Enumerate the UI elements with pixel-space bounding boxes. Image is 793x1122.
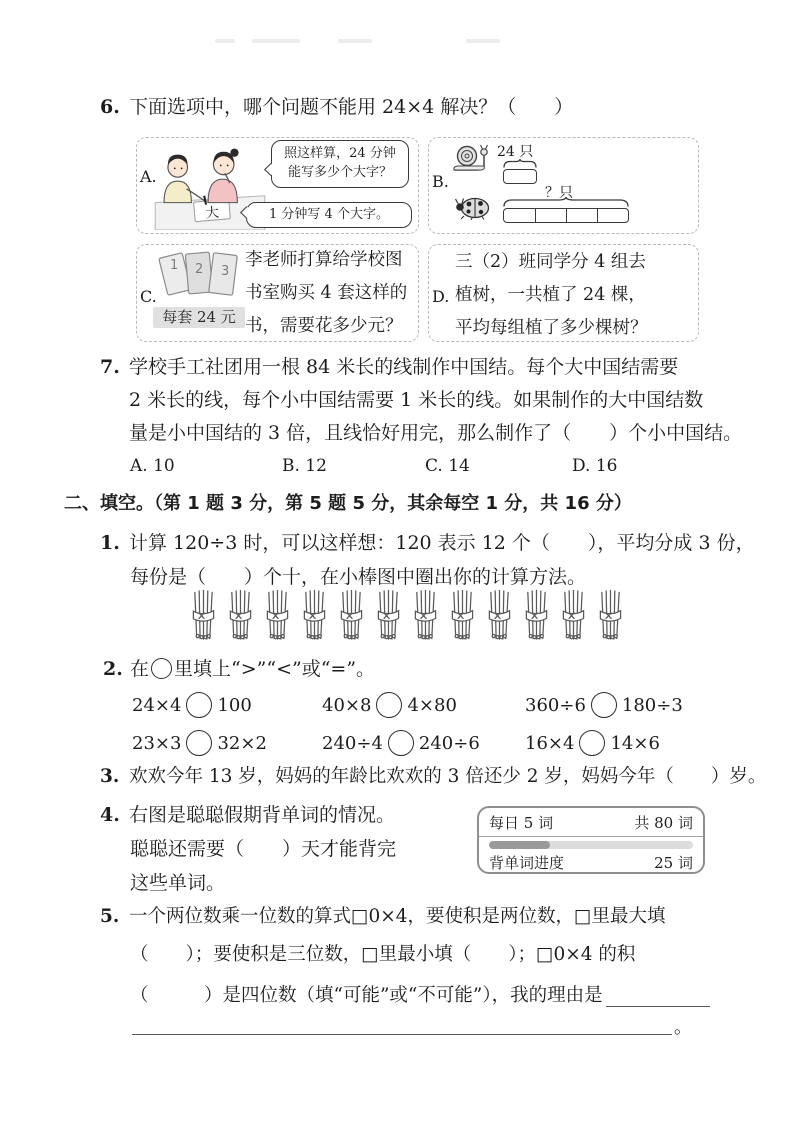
stick-bundle [412, 588, 438, 642]
question-text: 欢欢今年 13 岁，妈妈的年龄比欢欢的 3 倍还少 2 岁，妈妈今年（ ）岁。 [129, 766, 767, 787]
option-label-d: D. [432, 287, 450, 306]
question-2: 2. 在 里填上“>”“<”或“=”。 [103, 658, 376, 680]
stick-bundle [375, 588, 401, 642]
snail-icon [451, 143, 491, 173]
option-box-d [428, 244, 699, 342]
scan-artifact [466, 39, 500, 43]
option-text-line: 书室购买 4 套这样的 [245, 283, 408, 303]
answer-circle [579, 730, 605, 756]
calligraphy-char: 大 [204, 204, 220, 222]
answer-circle [186, 730, 212, 756]
question-line: 计算 120÷3 时，可以这样想：120 表示 12 个（ ），平均分成 3 份， [129, 532, 755, 554]
question-number: 7. [100, 356, 120, 378]
option-label-b: B. [432, 172, 449, 191]
sticks-diagram [190, 588, 623, 642]
progress-fill [489, 841, 550, 849]
price-tag: 每套 24 元 [153, 307, 245, 328]
question-number: 5. [100, 906, 120, 927]
choice-b: B. 12 [282, 456, 327, 476]
comparison-row [0, 727, 793, 761]
answer-circle [388, 730, 414, 756]
question-5 [100, 905, 666, 929]
stick-bundle [449, 588, 475, 642]
comparison-item: 40×8 4×80 [322, 689, 457, 721]
question-4 [100, 803, 395, 828]
question-number: 1. [100, 532, 120, 554]
card-divider [479, 836, 703, 837]
stick-bundle [227, 588, 253, 642]
answer-underline [606, 984, 710, 1007]
comparison-item: 240÷4 240÷6 [322, 727, 480, 759]
comparison-item: 16×4 14×6 [525, 727, 660, 759]
tape-tick [535, 209, 536, 222]
speech-bubble-rate: 1 分钟写 4 个大字。 [246, 202, 412, 228]
option-box-b [428, 137, 699, 234]
choice-a: A. 10 [130, 456, 175, 476]
tape-tick [597, 209, 598, 222]
q7-choices [0, 456, 793, 480]
question-6-stem [100, 95, 573, 120]
scan-artifact [338, 39, 372, 43]
tape-diagram-large [503, 208, 629, 223]
option-label-a: A. [140, 167, 157, 186]
answer-circle [376, 692, 402, 718]
question-line: 2 米长的线，每个小中国结需要 1 米长的线。如果制作的大中国结数 [129, 389, 704, 411]
option-text-line: 植树，一共植了 24 棵， [455, 285, 646, 305]
question-line: （ ）；要使积是三位数，□里最小填（ ）；□0×4 的积 [130, 944, 636, 965]
choice-d: D. 16 [572, 456, 618, 476]
comparison-row [0, 689, 793, 723]
answer-circle [591, 692, 617, 718]
tape-diagram-small [503, 169, 537, 184]
question-line: 学校手工社团用一根 84 米长的线制作中国结。每个大中国结需要 [129, 356, 679, 378]
book-number: 1 [170, 258, 179, 273]
question-line: 量是小中国结的 3 倍，且线恰好用完，那么制作了（ ）个小中国结。 [129, 422, 743, 444]
book-number: 3 [221, 264, 230, 279]
question-line: 聪聪还需要（ ）天才能背完 [130, 838, 397, 860]
sentence-period: 。 [674, 1017, 692, 1038]
stick-bundle [264, 588, 290, 642]
option-label-c: C. [140, 287, 157, 306]
option-text-line: 三（2）班同学分 4 组去 [455, 252, 646, 272]
section-2-header: 二、填空。（第 1 题 3 分，第 5 题 5 分，其余每空 1 分，共 16 分） [64, 493, 632, 514]
comparison-item: 23×3 32×2 [132, 727, 267, 759]
stick-bundle [190, 588, 216, 642]
option-box-a [136, 137, 419, 234]
tape-tick [566, 209, 567, 222]
progress-label: 背单词进度 [489, 854, 565, 872]
question-number: 2. [103, 658, 123, 680]
snail-count-label: 24 只 [497, 144, 534, 160]
answer-line [132, 1014, 692, 1038]
question-line: （ ）是四位数（填“可能”或“不可能”），我的理由是 [130, 981, 710, 1007]
answer-underline [132, 1014, 672, 1035]
question-line: 这些单词。 [130, 872, 226, 894]
question-text: 下面选项中，哪个问题不能用 24×4 解决？（ ） [129, 96, 574, 118]
stick-bundle [523, 588, 549, 642]
answer-circle [151, 658, 172, 679]
answer-circle [186, 692, 212, 718]
vocab-progress-card [477, 806, 705, 874]
stick-bundle [301, 588, 327, 642]
scan-artifact [252, 39, 300, 43]
brace-icon [503, 197, 629, 207]
question-line: 每份是（ ）个十，在小棒图中圈出你的计算方法。 [130, 566, 587, 588]
stick-bundle [338, 588, 364, 642]
comparison-item: 24×4 100 [132, 689, 252, 721]
option-text-line: 平均每组植了多少棵树？ [455, 318, 648, 338]
total-words-label: 共 80 词 [634, 814, 693, 832]
question-number: 3. [100, 766, 120, 787]
question-7 [100, 355, 678, 380]
stick-bundle [486, 588, 512, 642]
question-line: 右图是聪聪假期背单词的情况。 [129, 804, 396, 826]
option-text-line: 书，需要花多少元？ [245, 316, 403, 336]
book-number: 2 [195, 262, 204, 277]
question-line: 一个两位数乘一位数的算式□0×4，要使积是两位数，□里最大填 [129, 906, 666, 927]
question-number: 6. [100, 96, 120, 118]
daily-words-label: 每日 5 词 [489, 814, 554, 832]
comparison-item: 360÷6 180÷3 [525, 689, 683, 721]
speech-bubble-question: 照这样算，24 分钟 能写多少个大字？ [271, 140, 409, 188]
ladybug-count-label: ？只 [545, 185, 573, 201]
ladybug-icon [452, 194, 492, 220]
words-done-count: 25 词 [654, 854, 693, 872]
scan-artifact [215, 39, 235, 43]
choice-c: C. 14 [425, 456, 470, 476]
books-illustration [157, 247, 241, 305]
question-1 [100, 531, 755, 556]
option-box-c [136, 244, 419, 342]
progress-bar [489, 841, 693, 849]
option-text-line: 李老师打算给学校图 [245, 250, 403, 270]
stick-bundle [560, 588, 586, 642]
stick-bundle [597, 588, 623, 642]
question-number: 4. [100, 804, 120, 826]
question-3 [100, 765, 766, 789]
brace-icon [503, 159, 537, 168]
